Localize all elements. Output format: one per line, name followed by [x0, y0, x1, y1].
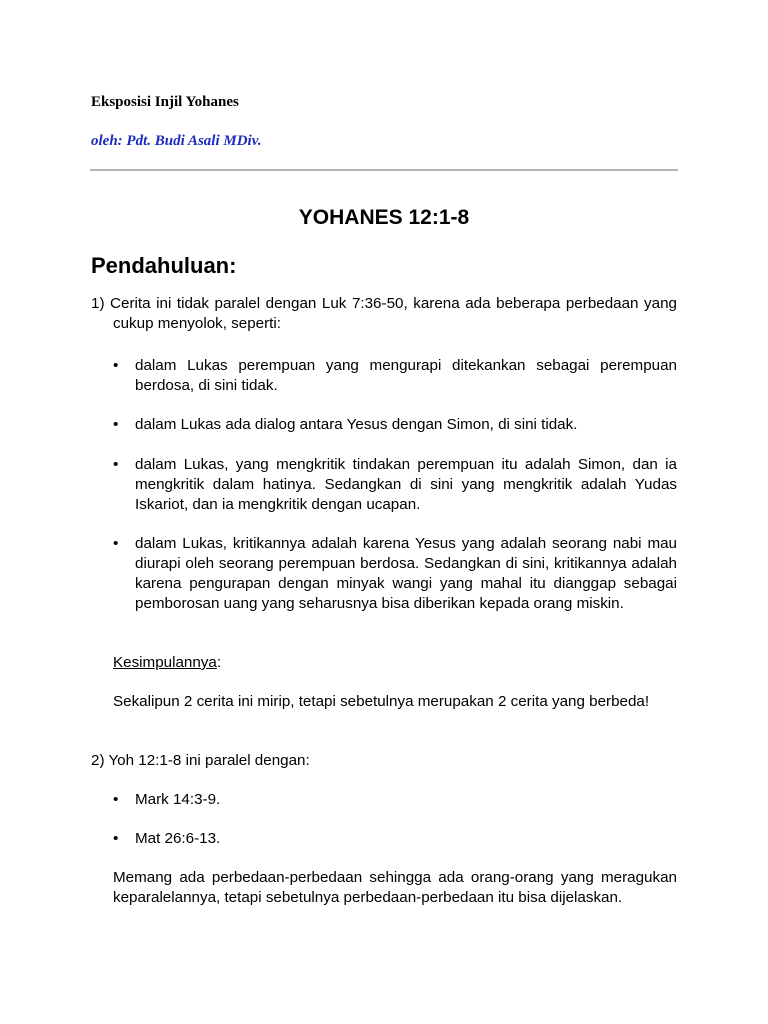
- bullet-icon: •: [113, 791, 119, 808]
- author-byline: oleh: Pdt. Budi Asali MDiv.: [91, 133, 262, 149]
- bullet-icon: •: [113, 357, 119, 374]
- bullet-item-4: [113, 534, 677, 614]
- document-title: Eksposisi Injil Yohanes: [91, 94, 239, 110]
- bullet-item-1: [113, 356, 677, 396]
- section-heading: Pendahuluan:: [91, 253, 237, 278]
- conclusion-text: Sekalipun 2 cerita ini mirip, tetapi sebetulnya merupakan 2 cerita yang berbeda!: [113, 693, 650, 710]
- bullet-text: dalam Lukas perempuan yang mengurapi ditekankan sebagai perempuan berdosa, di sini tidak.: [135, 357, 677, 394]
- horizontal-divider: [90, 169, 678, 171]
- conclusion-label: [113, 653, 677, 673]
- closing-note: Memang ada perbedaan-perbedaan sehingga ada orang-orang yang meragukan keparalelannya, tetapi sebetulnya perbedaan-perbedaan itu bisa dijelaskan.: [113, 869, 677, 906]
- bullet-icon: •: [113, 456, 119, 473]
- numbered-item-2: 2) Yoh 12:1-8 ini paralel dengan:: [91, 752, 310, 769]
- conclusion-label-colon: :: [216, 654, 222, 671]
- passage-heading: YOHANES 12:1-8: [298, 206, 470, 229]
- bullet-icon: •: [113, 416, 119, 433]
- bullet-text: Mat 26:6-13.: [135, 830, 221, 847]
- bullet-item-mat: [113, 829, 677, 849]
- bullet-text: dalam Lukas, kritikannya adalah karena Yesus yang adalah seorang nabi mau diurapi oleh seorang perempuan berdosa. Sedangkan di sini, kritikannya adalah karena pengurapan dengan minyak wangi yang mahal itu dianggap sebagai pemborosan uang yang seharusnya bisa diberikan kepada orang miskin.: [135, 535, 677, 612]
- bullet-text: Mark 14:3-9.: [135, 791, 221, 808]
- bullet-icon: •: [113, 535, 119, 552]
- bullet-text: dalam Lukas, yang mengkritik tindakan perempuan itu adalah Simon, dan ia mengkritik dalam hatinya. Sedangkan di sini yang mengkritik adalah Yudas Iskariot, dan ia mengkritik dengan ucapan.: [135, 456, 677, 513]
- numbered-item-1: 1) Cerita ini tidak paralel dengan Luk 7:36-50, karena ada beberapa perbedaan yang cukup menyolok, seperti:: [91, 295, 677, 332]
- bullet-item-3: [113, 455, 677, 515]
- bullet-item-mark: [113, 790, 677, 810]
- bullet-icon: •: [113, 830, 119, 847]
- bullet-item-2: [113, 415, 677, 435]
- conclusion-label-text: Kesimpulannya: [113, 654, 217, 671]
- bullet-text: dalam Lukas ada dialog antara Yesus dengan Simon, di sini tidak.: [135, 416, 578, 433]
